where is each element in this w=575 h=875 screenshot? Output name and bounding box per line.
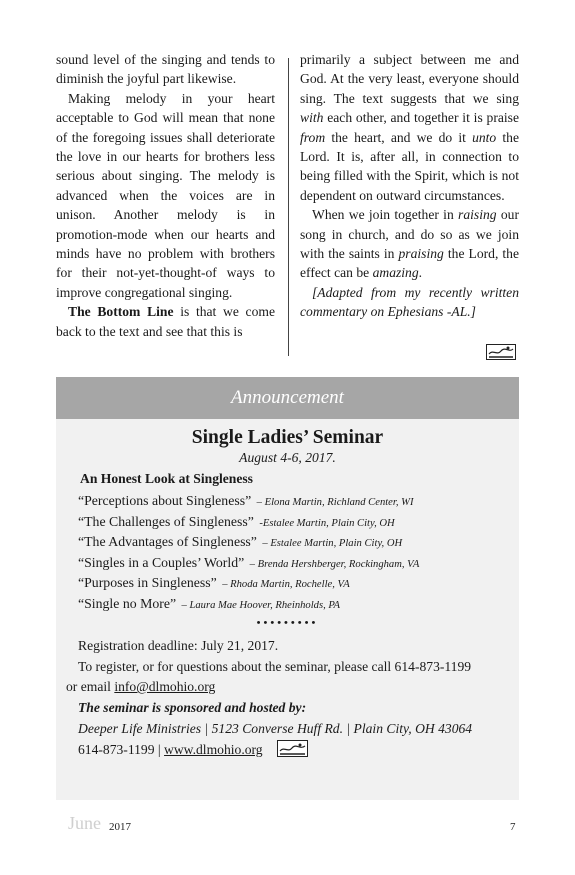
article-text: the Lord, the effect can be xyxy=(300,246,519,281)
session-topic: “Perceptions about Singleness” xyxy=(78,493,252,508)
announcement-header: Announcement xyxy=(56,377,519,419)
session-item xyxy=(78,553,419,574)
session-item xyxy=(78,491,419,512)
article-text: the heart, and we do it xyxy=(325,129,473,145)
session-list xyxy=(78,491,419,615)
article-text: When we join together in xyxy=(312,207,459,223)
article-text: is that we come back to the text and see that this is xyxy=(56,304,275,339)
sponsor-heading: The seminar is sponsored and hosted by: xyxy=(78,700,307,715)
email-link[interactable]: info@dlmohio.org xyxy=(114,679,216,694)
article-right-column xyxy=(300,50,519,322)
announcement-box xyxy=(56,377,519,800)
attribution-note: [Adapted from my recently written commentary on Ephesians -AL.] xyxy=(300,284,519,320)
session-topic: “Single no More” xyxy=(78,595,177,611)
session-speaker: – Estalee Martin, Plain City, OH xyxy=(262,538,403,550)
article-text: primarily a subject between me and God. At the very least, everyone should sing. The text suggests that we sing xyxy=(300,52,519,106)
article-text: each other, and together it is praise xyxy=(323,110,519,126)
registration-deadline: Registration deadline: July 21, 2017. xyxy=(78,638,279,653)
session-speaker: – Rhoda Martin, Rochelle, VA xyxy=(222,579,350,591)
registration-email-line xyxy=(66,677,215,696)
session-topic: “The Advantages of Singleness” xyxy=(78,534,257,550)
session-speaker: -Estalee Martin, Plain City, OH xyxy=(259,517,395,529)
session-item xyxy=(78,512,419,533)
session-topic: “The Challenges of Singleness” xyxy=(78,513,254,529)
seminar-subtitle: An Honest Look at Singleness xyxy=(80,471,253,486)
article-text: the Lord. It is, after all, in connection to being filled with the Spirit, which is not dependent on outward circumstances. xyxy=(300,129,519,203)
seminar-dates: August 4-6, 2017. xyxy=(239,450,336,465)
session-topic: “Singles in a Couples’ World” xyxy=(78,554,245,570)
article-end-mark-icon xyxy=(486,344,516,360)
footer-year: 2017 xyxy=(109,821,131,833)
article-paragraph: Making melody in your heart acceptable to God will mean that none of the foregoing issues shall deteriorate the love in our hearts for brothers less serious about singing. The melody is advanced when the voices are in unison. Another melody is in promotion-mode when our hearts and minds have no problem with brothers for their not-yet-thought-of ways to improve congregational singing. xyxy=(56,90,275,300)
page-number: 7 xyxy=(510,821,516,833)
registration-info: To register, or for questions about the seminar, please call 614-873-1199 xyxy=(78,659,472,674)
sponsor-contact-line xyxy=(78,740,263,759)
footer-month: June xyxy=(68,813,101,833)
column-divider xyxy=(288,58,289,356)
article-left-column xyxy=(56,50,275,341)
article-paragraph xyxy=(300,50,519,205)
emphasis-text: praising xyxy=(398,246,444,262)
session-speaker: – Elona Martin, Richland Center, WI xyxy=(256,497,414,508)
emphasis-text: with xyxy=(300,110,324,126)
article-paragraph xyxy=(56,302,275,341)
dot-separator: ••••••••• xyxy=(256,617,319,629)
website-link[interactable]: www.dlmohio.org xyxy=(164,742,263,757)
session-speaker: – Brenda Hershberger, Rockingham, VA xyxy=(249,558,420,570)
article-paragraph xyxy=(300,205,519,283)
bottom-line-heading: The Bottom Line xyxy=(68,304,174,320)
emphasis-text: unto xyxy=(472,129,497,145)
article-text: . xyxy=(418,265,423,281)
sponsor-phone: 614-873-1199 | xyxy=(78,742,165,757)
article-paragraph: sound level of the singing and tends to diminish the joyful part likewise. xyxy=(56,52,275,87)
emphasis-text: from xyxy=(300,129,326,145)
emphasis-text: amazing xyxy=(372,265,419,281)
session-speaker: – Laura Mae Hoover, Rheinholds, PA xyxy=(181,599,340,611)
session-topic: “Purposes in Singleness” xyxy=(78,575,217,591)
sponsor-address: Deeper Life Ministries | 5123 Converse Huff Rd. | Plain City, OH 43064 xyxy=(78,721,473,736)
session-item xyxy=(78,573,419,594)
session-item xyxy=(78,532,419,553)
registration-text: or email xyxy=(66,679,115,694)
emphasis-text: raising xyxy=(458,207,497,223)
announcement-end-mark-icon xyxy=(277,740,308,757)
session-item xyxy=(78,594,419,615)
article-text: our song in church, and do so as we join with the saints in xyxy=(300,207,519,262)
seminar-title: Single Ladies’ Seminar xyxy=(191,427,384,448)
